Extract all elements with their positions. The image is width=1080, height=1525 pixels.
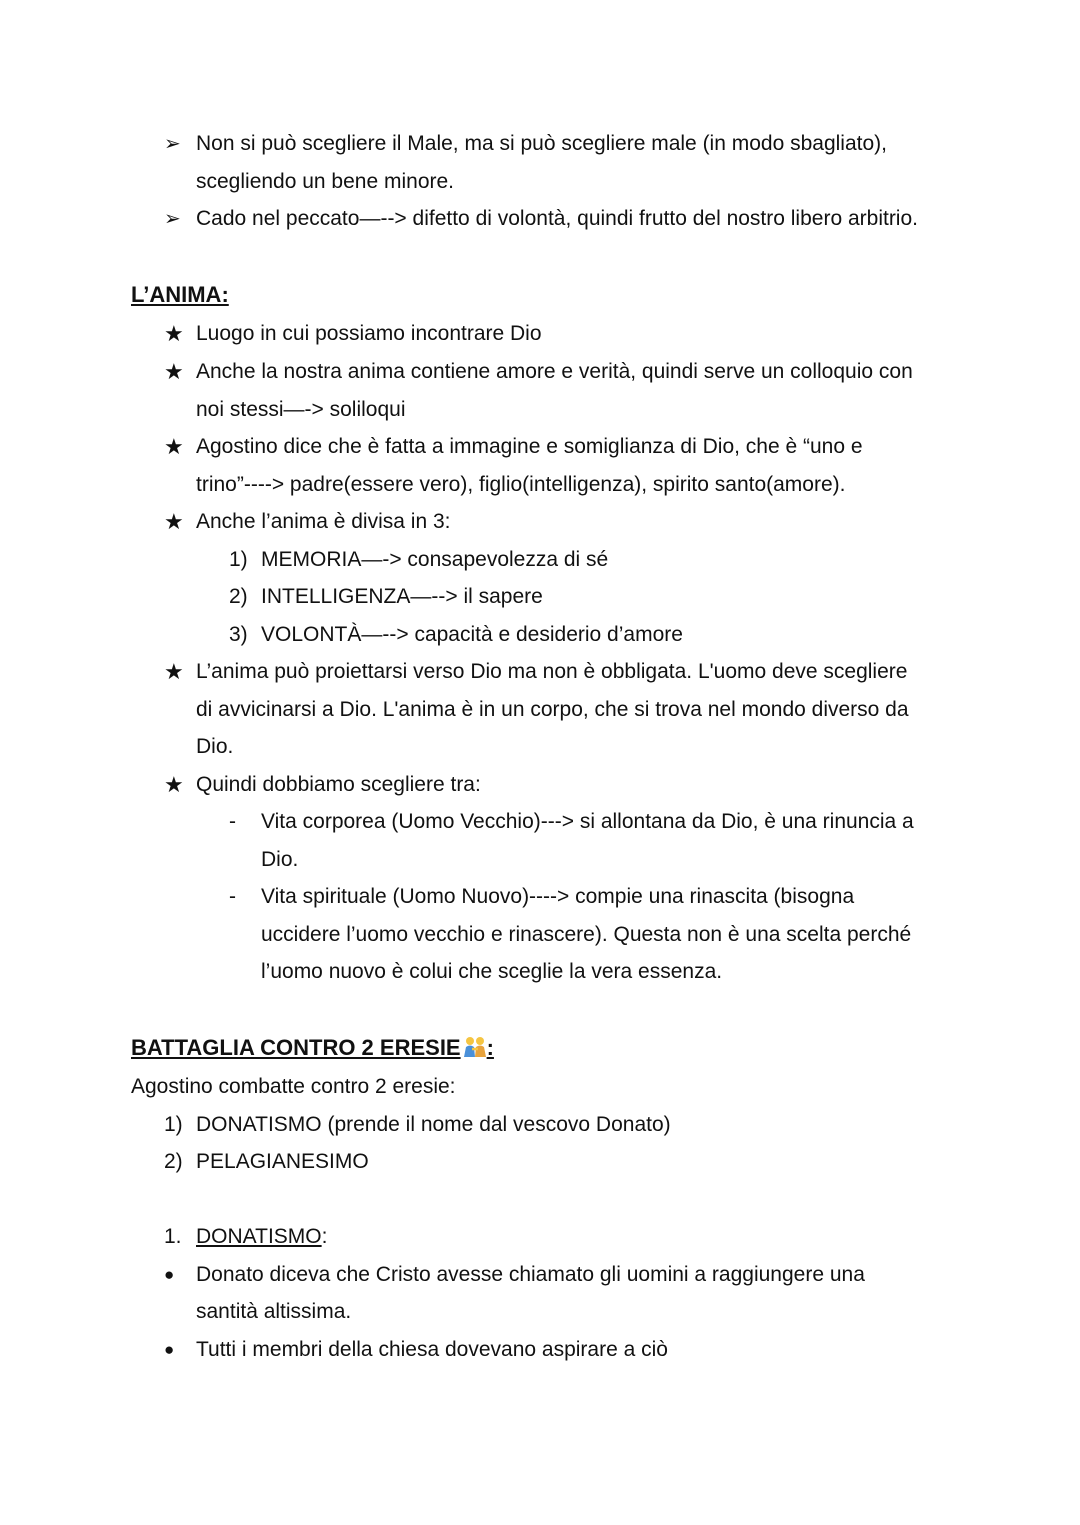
list-number: 1) [164, 1113, 183, 1136]
star-bullet-icon: ★ [164, 659, 184, 684]
fighting-people-icon [463, 1036, 487, 1058]
dash-bullet: - [229, 885, 236, 908]
bullet-line: santità altissima. [196, 1300, 352, 1323]
star-bullet-icon: ★ [164, 509, 184, 534]
list-number: 2) [229, 585, 248, 608]
star-bullet-icon: ★ [164, 434, 184, 459]
dot-bullet-icon: ● [164, 1265, 175, 1284]
bullet-line: Donato diceva che Cristo avesse chiamato gli uomini a raggiungere una [196, 1263, 865, 1286]
bullet-line: Dio. [196, 735, 234, 758]
bullet-line: uccidere l’uomo vecchio e rinascere). Questa non è una scelta perché [261, 923, 912, 946]
list-number: 1) [229, 548, 248, 571]
intro-text: Agostino combatte contro 2 eresie: [131, 1075, 456, 1098]
bullet-line: trino”----> padre(essere vero), figlio(intelligenza), spirito santo(amore). [196, 473, 846, 496]
dot-bullet-icon: ● [164, 1340, 175, 1359]
star-bullet-icon: ★ [164, 321, 184, 346]
bullet-line: Non si può scegliere il Male, ma si può scegliere male (in modo sbagliato), [196, 132, 887, 155]
bullet-line: Anche la nostra anima contiene amore e verità, quindi serve un colloquio con [196, 360, 913, 383]
list-number: 3) [229, 623, 248, 646]
list-item: MEMORIA—-> consapevolezza di sé [261, 548, 609, 571]
list-item: PELAGIANESIMO [196, 1150, 369, 1173]
list-item: VOLONTÀ—--> capacità e desiderio d’amore [261, 623, 683, 646]
bullet-line: Tutti i membri della chiesa dovevano aspirare a ciò [196, 1338, 668, 1361]
bullet-line: Cado nel peccato—--> difetto di volontà, quindi frutto del nostro libero arbitrio. [196, 207, 918, 230]
subsection-number: 1. [164, 1225, 182, 1248]
list-item: DONATISMO (prende il nome dal vescovo Donato) [196, 1113, 671, 1136]
bullet-line: di avvicinarsi a Dio. L'anima è in un corpo, che si trova nel mondo diverso da [196, 698, 909, 721]
bullet-line: Vita corporea (Uomo Vecchio)---> si allontana da Dio, è una rinuncia a [261, 810, 914, 833]
section-heading-anima: L’ANIMA: [131, 282, 229, 307]
subsection-title [196, 1223, 327, 1251]
bullet-line: Luogo in cui possiamo incontrare Dio [196, 322, 542, 345]
star-bullet-icon: ★ [164, 772, 184, 797]
subsection-title-text: DONATISMO [196, 1225, 322, 1248]
bullet-line: Anche l’anima è divisa in 3: [196, 510, 451, 533]
arrow-bullet-icon: ➢ [164, 133, 181, 155]
arrow-bullet-icon: ➢ [164, 208, 181, 230]
star-bullet-icon: ★ [164, 359, 184, 384]
bullet-line: l’uomo nuovo è colui che sceglie la vera essenza. [261, 960, 723, 983]
bullet-line: Quindi dobbiamo scegliere tra: [196, 773, 481, 796]
bullet-line: Agostino dice che è fatta a immagine e somiglianza di Dio, che è “uno e [196, 435, 863, 458]
heading-text: BATTAGLIA CONTRO 2 ERESIE [131, 1035, 461, 1060]
heading-colon: : [486, 1035, 494, 1060]
dash-bullet: - [229, 810, 236, 833]
bullet-line: noi stessi—-> soliloqui [196, 398, 406, 421]
list-number: 2) [164, 1150, 183, 1173]
subsection-colon: : [321, 1225, 328, 1248]
bullet-line: L’anima può proiettarsi verso Dio ma non è obbligata. L'uomo deve scegliere [196, 660, 908, 683]
bullet-line: Dio. [261, 848, 299, 871]
list-item: INTELLIGENZA—--> il sapere [261, 585, 543, 608]
bullet-line: Vita spirituale (Uomo Nuovo)----> compie una rinascita (bisogna [261, 885, 855, 908]
bullet-line: scegliendo un bene minore. [196, 170, 455, 193]
section-heading-eresie [131, 1033, 494, 1063]
